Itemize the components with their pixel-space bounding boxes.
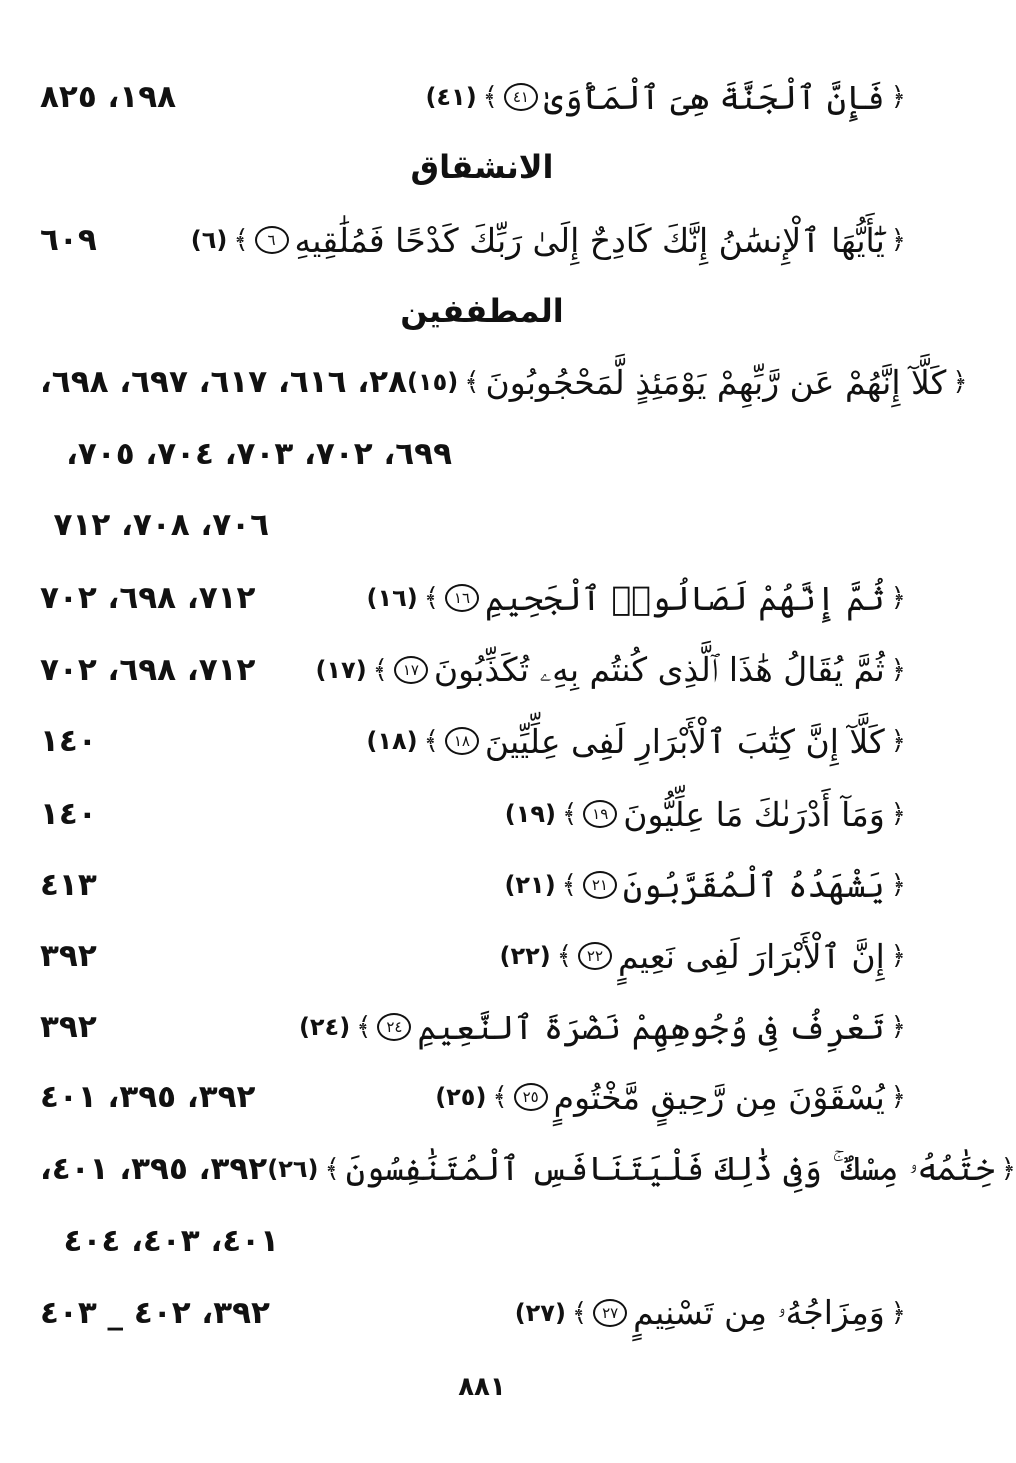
ayah-number: (٢٢) — [499, 942, 551, 970]
close-bracket: ﴾ — [356, 1012, 372, 1042]
ayah-number: (١٦) — [366, 584, 418, 612]
verse-text — [505, 795, 906, 834]
index-entry — [40, 711, 906, 771]
open-bracket: ﴿ — [890, 1012, 906, 1042]
index-entry — [40, 1283, 906, 1343]
surah-heading: الانشقاق — [410, 148, 554, 186]
verse-text — [267, 1149, 1016, 1189]
open-bracket: ﴿ — [890, 799, 906, 829]
ayah-marker-icon: ١٦ — [445, 584, 479, 612]
open-bracket: ﴿ — [890, 941, 906, 971]
ayah-number: (٢٥) — [435, 1083, 487, 1111]
verse-words: وَمِزَاجُهُۥ مِن تَسْنِيمٍ — [633, 1293, 885, 1332]
ayah-marker-icon: ٢٧ — [593, 1299, 627, 1327]
ayah-number: (١٩) — [504, 800, 556, 828]
page-references: ٤٠١، ٤٠٣، ٤٠٤ — [63, 1223, 279, 1259]
open-bracket: ﴿ — [890, 225, 906, 255]
index-entry — [40, 997, 906, 1057]
page-references: ٦٩٩، ٧٠٢، ٧٠٣، ٧٠٤، ٧٠٥، — [66, 436, 452, 472]
open-bracket: ﴿ — [952, 367, 968, 397]
ayah-marker-icon: ٢١ — [583, 871, 617, 899]
page-references: ٣٩٢، ٣٩٥، ٤٠١، — [40, 1151, 268, 1187]
verse-text — [299, 1008, 906, 1047]
ayah-marker-icon: ٢٥ — [514, 1083, 548, 1111]
verse-text — [366, 722, 906, 761]
close-bracket: ﴾ — [423, 726, 439, 756]
close-bracket: ﴾ — [423, 583, 439, 613]
ayah-number: (١٧) — [315, 656, 367, 684]
close-bracket: ﴾ — [372, 655, 388, 685]
index-entry — [40, 1067, 906, 1127]
verse-words: يَشْهَدُهُ ٱلْمُقَرَّبُونَ — [622, 865, 885, 905]
ayah-number: (٢٤) — [298, 1013, 351, 1041]
verse-text — [435, 1078, 906, 1117]
page-references: ٧١٢، ٦٩٨، ٧٠٢ — [40, 652, 256, 688]
ayah-number: (٢١) — [504, 871, 556, 899]
close-bracket: ﴾ — [561, 870, 577, 900]
index-entry — [40, 568, 906, 628]
index-entry — [40, 926, 906, 986]
verse-text — [504, 866, 906, 905]
close-bracket: ﴾ — [492, 1082, 508, 1112]
page-references: ٣٩٢، ٤٠٢ _ ٤٠٣ — [40, 1295, 270, 1331]
ayah-number: (٦) — [190, 226, 228, 254]
index-entry — [40, 855, 906, 915]
verse-words: كَلَّآ إِنَّهُمْ عَن رَّبِّهِمْ يَوْمَئِذٍ لَّمَحْجُوبُونَ — [485, 362, 947, 402]
ayah-number: (١٨) — [366, 727, 418, 755]
page-references: ٣٩٢، ٣٩٥، ٤٠١ — [40, 1079, 256, 1115]
open-bracket: ﴿ — [890, 726, 906, 756]
open-bracket: ﴿ — [890, 655, 906, 685]
verse-text — [191, 221, 906, 260]
verse-words: إِنَّ ٱلْأَبْرَارَ لَفِى نَعِيمٍ — [617, 936, 885, 976]
verse-words: يُسْقَوْنَ مِن رَّحِيقٍ مَّخْتُومٍ — [553, 1077, 885, 1117]
verse-words: ثُمَّ يُقَالُ هَٰذَا ٱلَّذِى كُنتُم بِهِۦ تُكَذِّبُونَ — [433, 650, 885, 689]
verse-text — [367, 579, 907, 618]
page-references: ١٤٠ — [40, 723, 97, 759]
verse-words: خِتَٰمُهُۥ مِسْكٌ ۚ وَفِى ذَٰلِكَ فَلْيَتَنَافَسِ ٱلْمُتَنَٰفِسُونَ — [345, 1149, 995, 1188]
verse-words: كَلَّآ إِنَّ كِتَٰبَ ٱلْأَبْرَارِ لَفِى عِلِّيِّينَ — [484, 721, 885, 761]
ayah-marker-icon: ١٩ — [583, 800, 617, 828]
page-references: ٣٩٢ — [40, 938, 97, 974]
page-references: ١٩٨، ٨٢٥ — [40, 79, 177, 115]
open-bracket: ﴿ — [890, 583, 906, 613]
verse-text — [407, 363, 968, 402]
verse-text — [425, 78, 906, 117]
open-bracket: ﴿ — [890, 1082, 906, 1112]
ayah-marker-icon: ٤١ — [504, 83, 538, 111]
verse-words: وَمَآ أَدْرَىٰكَ مَا عِلِّيُّونَ — [623, 794, 885, 834]
ayah-number: (١٥) — [407, 368, 459, 396]
open-bracket: ﴿ — [890, 82, 906, 112]
verse-words: يَٰٓأَيُّهَا ٱلْإِنسَٰنُ إِنَّكَ كَادِحٌ إِلَىٰ رَبِّكَ كَدْحًا فَمُلَٰقِيهِ — [294, 220, 885, 260]
index-entry — [40, 784, 906, 844]
index-entry — [40, 210, 906, 270]
page-references: ٣٩٢ — [40, 1009, 97, 1045]
page-references: ٧٠٦، ٧٠٨، ٧١٢ — [53, 507, 269, 543]
close-bracket: ﴾ — [562, 799, 578, 829]
close-bracket: ﴾ — [571, 1298, 588, 1328]
close-bracket: ﴾ — [233, 225, 249, 255]
close-bracket: ﴾ — [482, 82, 498, 112]
page-references: ٧١٢، ٦٩٨، ٧٠٢ — [40, 580, 256, 616]
open-bracket: ﴿ — [890, 870, 906, 900]
page-references: ٤١٣ — [40, 867, 97, 903]
ayah-number: (٢٦) — [267, 1155, 319, 1183]
close-bracket: ﴾ — [464, 367, 480, 397]
page-references: ٦٠٩ — [40, 222, 97, 258]
continued-references — [64, 1211, 279, 1271]
ayah-number: (٤١) — [425, 83, 477, 111]
open-bracket: ﴿ — [890, 1298, 906, 1328]
page-references: ٢٨، ٦١٦، ٦١٧، ٦٩٧، ٦٩٨، — [40, 364, 407, 400]
index-entry — [40, 640, 906, 700]
ayah-marker-icon: ١٨ — [445, 727, 479, 755]
page-references: ١٤٠ — [40, 796, 97, 832]
ayah-number: (٢٧) — [514, 1299, 566, 1327]
verse-words: ثُمَّ إِنَّهُمْ لَصَالُوا۟ ٱلْجَحِيمِ — [484, 578, 885, 618]
continued-references — [66, 424, 452, 484]
verse-text — [515, 1293, 906, 1333]
close-bracket: ﴾ — [556, 941, 572, 971]
index-entry — [40, 1139, 1016, 1199]
ayah-marker-icon: ١٧ — [394, 656, 428, 684]
verse-text — [315, 650, 906, 690]
surah-heading: المطففين — [400, 292, 564, 330]
verse-words: فَإِنَّ ٱلْجَنَّةَ هِىَ ٱلْمَأْوَىٰ — [543, 77, 885, 117]
index-entry — [40, 352, 968, 412]
ayah-marker-icon: ٢٢ — [578, 942, 612, 970]
continued-references — [54, 495, 269, 555]
verse-text — [499, 937, 906, 976]
close-bracket: ﴾ — [324, 1154, 340, 1184]
ayah-marker-icon: ٦ — [255, 226, 289, 254]
ayah-marker-icon: ٢٤ — [377, 1013, 411, 1041]
index-entry — [40, 67, 906, 127]
open-bracket: ﴿ — [1000, 1154, 1016, 1184]
verse-words: تَعْرِفُ فِى وُجُوهِهِمْ نَضْرَةَ ٱلنَّعِيمِ — [417, 1007, 885, 1047]
page-number: ٨٨١ — [458, 1372, 506, 1402]
